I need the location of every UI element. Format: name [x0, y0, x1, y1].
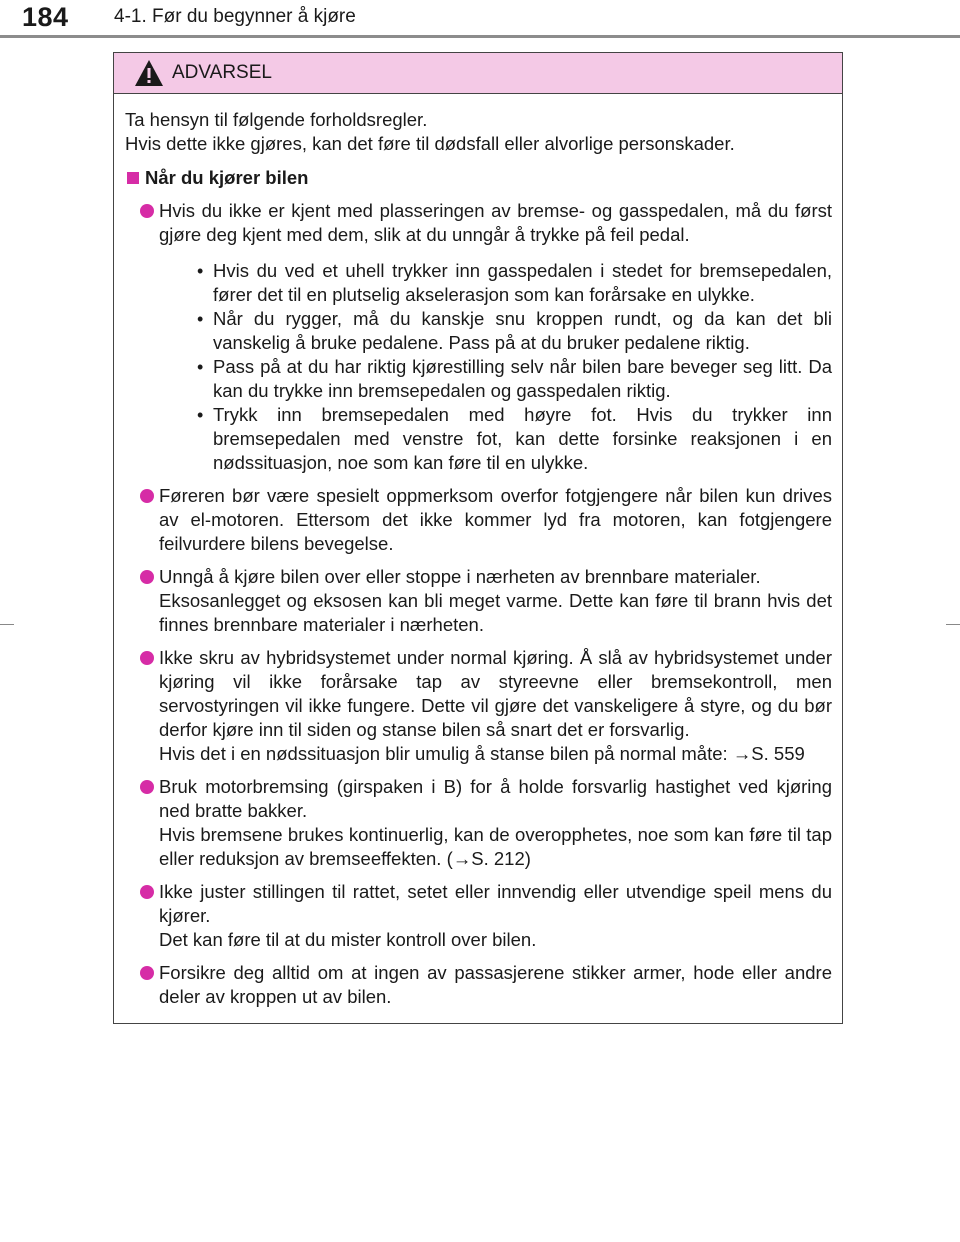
sub-list-item [159, 403, 832, 475]
page-number: 184 [22, 2, 69, 32]
bullet-item [125, 565, 832, 637]
bullet-text: Hvis det i en nødssituasjon blir umulig å stanse bilen på normal måte: →S. 559 [159, 743, 805, 764]
bullet-text: Forsikre deg alltid om at ingen av passasjerene stikker armer, hode eller andre deler av kroppen ut av bilen. [159, 962, 832, 1007]
bullet-text: Føreren bør være spesielt oppmerksom overfor fotgjengere når bilen kun drives av el-motoren. Ettersom det ikke kommer lyd fra motoren, kan fotgjengere feilvurdere bilens bevegelse. [159, 485, 832, 554]
circle-bullet-icon [140, 966, 154, 980]
intro-line: Hvis dette ikke gjøres, kan det føre til dødsfall eller alvorlige personskader. [125, 133, 735, 154]
bullet-item [125, 199, 832, 475]
circle-bullet-icon [140, 780, 154, 794]
square-bullet-icon [127, 172, 139, 184]
subsection-heading [125, 166, 832, 190]
bullet-item [125, 880, 832, 952]
sub-list-item [159, 307, 832, 355]
sub-item-text: Hvis du ved et uhell trykker inn gasspedalen i stedet for bremsepedalen, fører det til en plutselig akselerasjon som kan forårsake en ulykke. [213, 260, 832, 305]
sub-item-text: Trykk inn bremsepedalen med høyre fot. Hvis du trykker inn bremsepedalen med venstre fot, kan dette forsinke reaksjonen i en nødssituasjon, noe som kan føre til en ulykke. [213, 404, 832, 473]
bullet-item [125, 775, 832, 871]
warning-body [114, 94, 842, 1009]
bullet-text: Ikke juster stillingen til rattet, setet eller innvendig eller utvendige speil mens du kjører. [159, 881, 832, 926]
sub-list-item [159, 355, 832, 403]
circle-bullet-icon [140, 651, 154, 665]
circle-bullet-icon [140, 570, 154, 584]
circle-bullet-icon [140, 885, 154, 899]
bullet-text: Hvis bremsene brukes kontinuerlig, kan de overopphetes, noe som kan føre til tap eller reduksjon av bremseeffekten. (→S. 212) [159, 824, 832, 869]
bullet-text: Hvis du ikke er kjent med plasseringen av bremse- og gasspedalen, må du først gjøre deg kjent med dem, slik at du unngår å trykke på feil pedal. [159, 200, 832, 245]
sub-item-text: Pass på at du har riktig kjørestilling selv når bilen bare beveger seg litt. Da kan du trykke inn bremsepedalen og gasspedalen riktig. [213, 356, 832, 401]
sub-list [159, 259, 832, 475]
warning-header [114, 53, 842, 94]
sub-list-item [159, 259, 832, 307]
bullet-text: Ikke skru av hybridsystemet under normal kjøring. Å slå av hybridsystemet under kjøring vil ikke forårsake tap av styreevne eller bremsekontroll, men servostyringen vil ikke fungere. Dette vil gjøre det vanskeligere å styre, og du bør derfor kjøre inn til siden og stanse bilen så snart det er forsvarlig. [159, 647, 832, 740]
bullet-text: Bruk motorbremsing (girspaken i B) for å holde forsvarlig hastighet ved kjøring ned bratte bakker. [159, 776, 832, 821]
bullet-text: Unngå å kjøre bilen over eller stoppe i nærheten av brennbare materialer. [159, 566, 761, 587]
bullet-text: Eksosanlegget og eksosen kan bli meget varme. Dette kan føre til brann hvis det finnes brennbare materialer i nærheten. [159, 590, 832, 635]
warning-triangle-icon [134, 59, 164, 87]
bullet-text: Det kan føre til at du mister kontroll over bilen. [159, 929, 537, 950]
dot-bullet-icon: • [197, 261, 204, 281]
dot-bullet-icon: • [197, 357, 204, 377]
sub-item-text: Når du rygger, må du kanskje snu kroppen rundt, og da kan det bli vanskelig å bruke pedalene. Pass på at du bruker pedalene riktig. [213, 308, 832, 353]
section-title: 4-1. Før du begynner å kjøre [114, 6, 356, 27]
dot-bullet-icon: • [197, 309, 204, 329]
header-divider [0, 35, 960, 38]
circle-bullet-icon [140, 204, 154, 218]
subsection-heading-text: Når du kjører bilen [145, 167, 309, 188]
intro-line: Ta hensyn til følgende forholdsregler. [125, 109, 428, 130]
circle-bullet-icon [140, 489, 154, 503]
warning-intro [125, 108, 832, 156]
dot-bullet-icon: • [197, 405, 204, 425]
warning-box [113, 52, 843, 1024]
bullet-item [125, 484, 832, 556]
bullet-item [125, 961, 832, 1009]
crop-mark-right [946, 624, 960, 625]
bullet-item [125, 646, 832, 766]
warning-label: ADVARSEL [172, 62, 272, 83]
subsection-driving [125, 166, 832, 1009]
crop-mark-left [0, 624, 14, 625]
